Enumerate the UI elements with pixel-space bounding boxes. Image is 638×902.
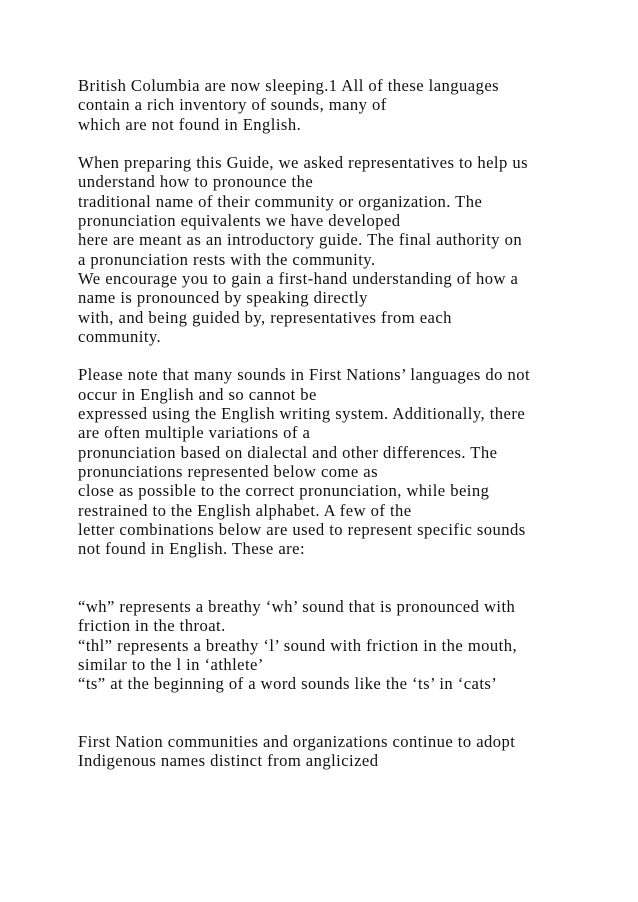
text-line: not found in English. These are: (78, 539, 306, 559)
paragraph-spacer (78, 558, 618, 597)
text-line: pronunciations represented below come as (78, 461, 378, 481)
paragraph-languages-intro (78, 76, 618, 134)
text-line: traditional name of their community or organization. The (78, 191, 483, 211)
text-line: “ts” at the beginning of a word sounds like the ‘ts’ in ‘cats’ (78, 674, 498, 694)
text-line: “wh” represents a breathy ‘wh’ sound that is pronounced with (78, 597, 516, 617)
text-line: We encourage you to gain a first-hand understanding of how a (78, 268, 519, 288)
paragraph-spacer (78, 134, 618, 153)
text-line: a pronunciation rests with the community. (78, 249, 376, 269)
text-line: community. (78, 326, 162, 346)
text-line: British Columbia are now sleeping.1 All of these languages (78, 76, 500, 95)
paragraph-letter-combinations (78, 597, 618, 693)
paragraph-sound-notes (78, 365, 618, 558)
paragraph-indigenous-names (78, 732, 618, 771)
text-line: First Nation communities and organizations continue to adopt (78, 732, 516, 752)
paragraph-guide-preparation (78, 153, 618, 346)
text-line: expressed using the English writing system. Additionally, there (78, 404, 526, 424)
paragraph-spacer (78, 694, 618, 733)
text-line: pronunciation based on dialectal and other differences. The (78, 442, 498, 462)
text-line: When preparing this Guide, we asked representatives to help us (78, 153, 528, 173)
text-line: Please note that many sounds in First Nations’ languages do not (78, 365, 531, 385)
text-line: close as possible to the correct pronunciation, while being (78, 481, 490, 501)
document-body (78, 76, 618, 771)
text-line: are often multiple variations of a (78, 423, 311, 443)
paragraph-spacer (78, 346, 618, 365)
text-line: friction in the throat. (78, 616, 226, 636)
text-line: pronunciation equivalents we have developed (78, 211, 401, 231)
text-line: which are not found in English. (78, 114, 302, 134)
text-line: Indigenous names distinct from anglicized (78, 751, 379, 771)
text-line: here are meant as an introductory guide. The final authority on (78, 230, 523, 250)
text-line: restrained to the English alphabet. A few of the (78, 500, 412, 520)
text-line: occur in English and so cannot be (78, 384, 317, 404)
text-line: letter combinations below are used to represent specific sounds (78, 519, 526, 539)
text-line: similar to the l in ‘athlete’ (78, 654, 264, 674)
text-line: contain a rich inventory of sounds, many of (78, 95, 387, 115)
text-line: understand how to pronounce the (78, 172, 314, 192)
text-line: name is pronounced by speaking directly (78, 288, 368, 308)
text-line: with, and being guided by, representatives from each (78, 307, 452, 327)
text-line: “thl” represents a breathy ‘l’ sound with friction in the mouth, (78, 635, 518, 655)
